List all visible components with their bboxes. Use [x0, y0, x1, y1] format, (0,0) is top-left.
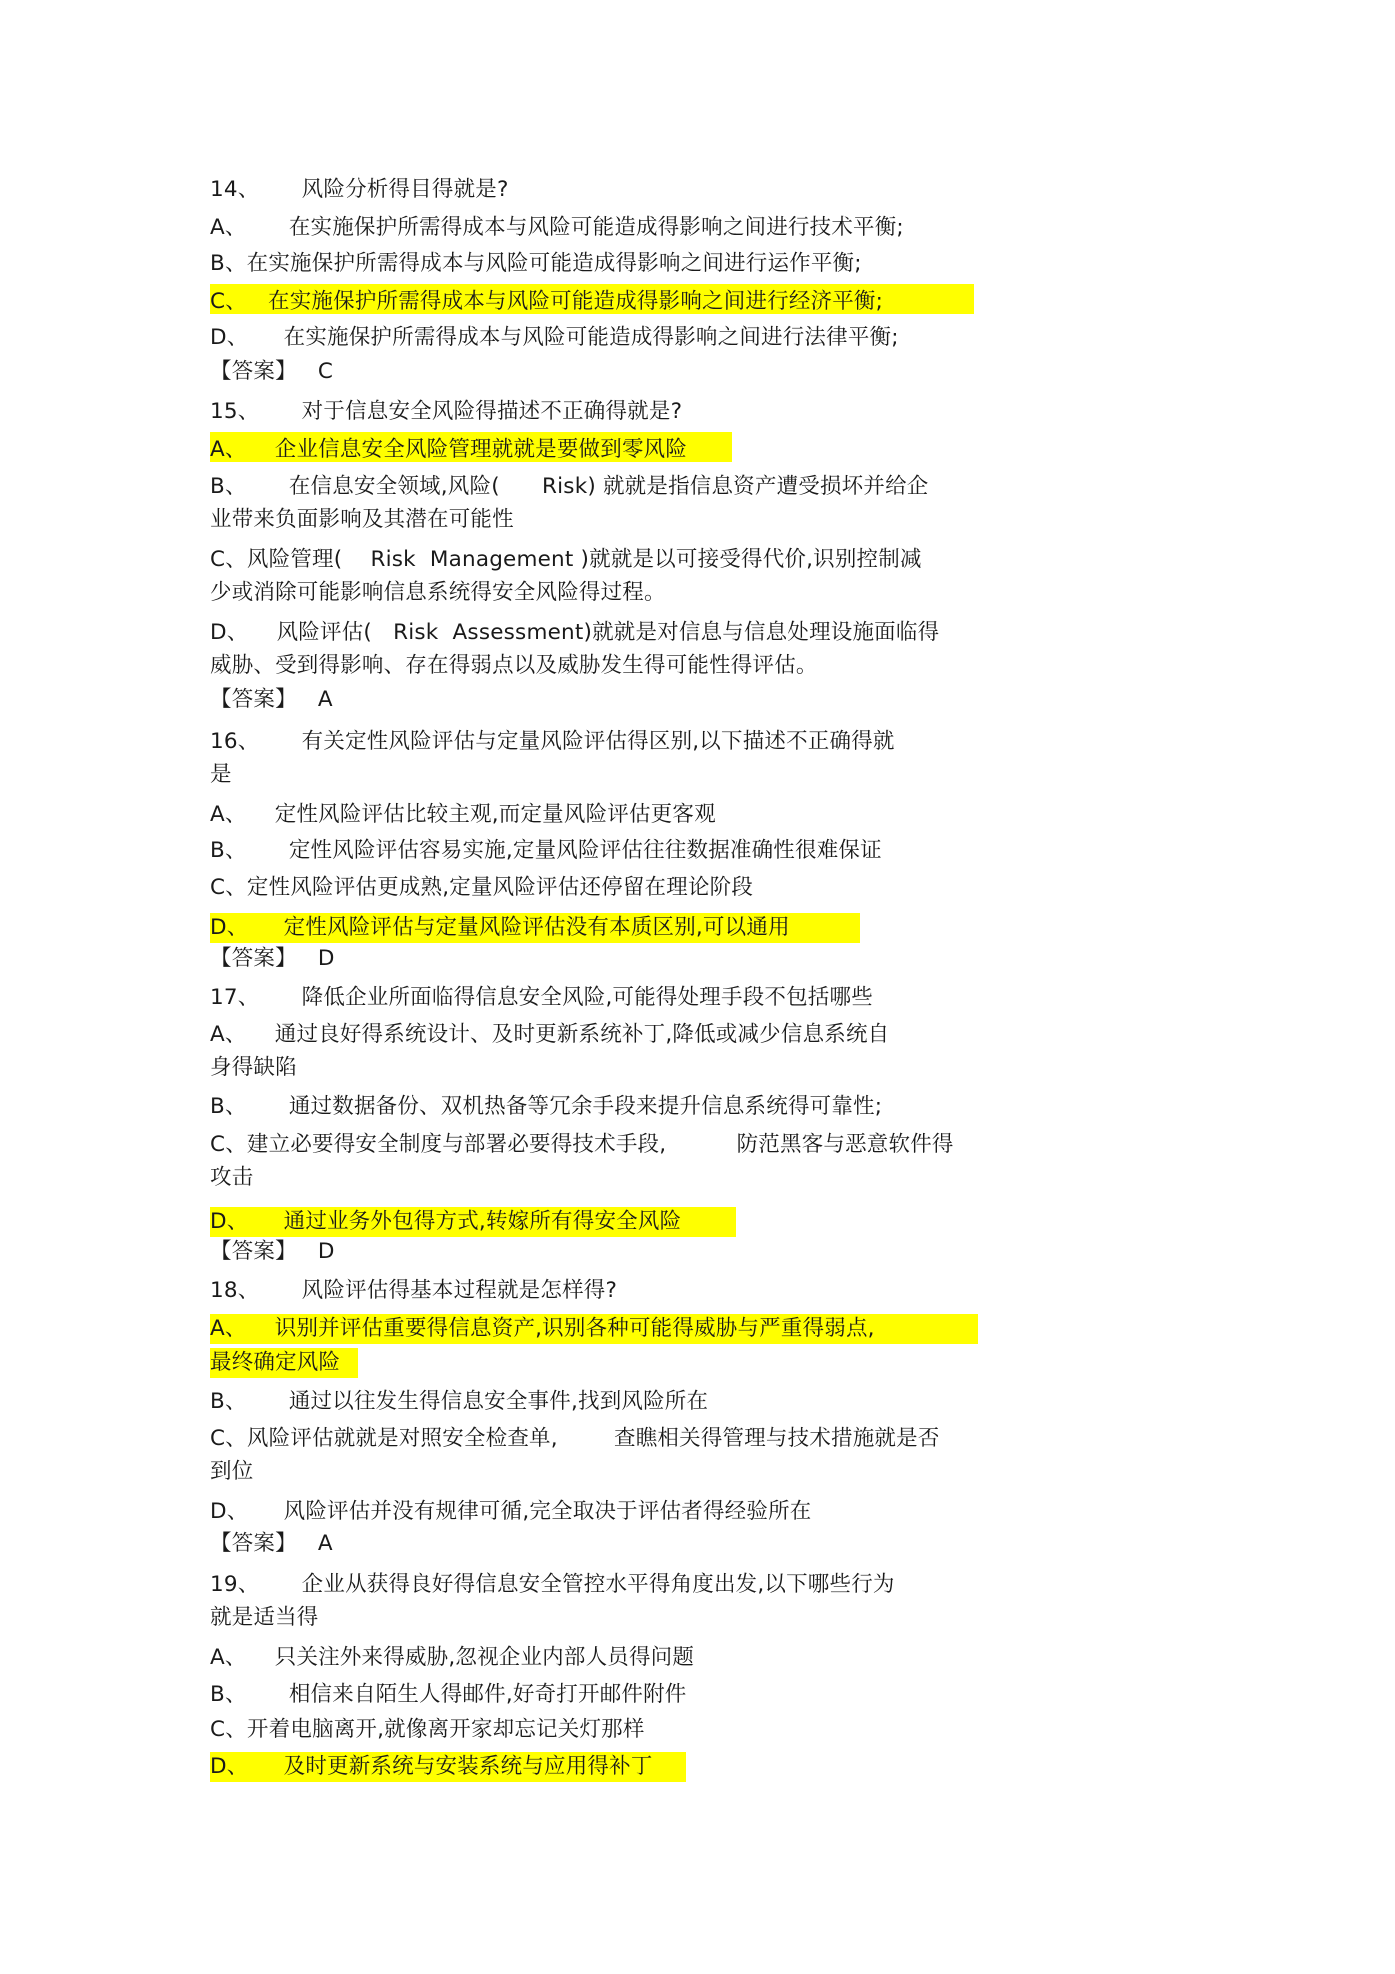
answer: 【答案】 D — [210, 1239, 335, 1264]
option-a: A、 企业信息安全风险管理就就是要做到零风险 — [210, 437, 688, 462]
question-19-cont: 就是适当得 — [210, 1605, 319, 1630]
option-b: B、在实施保护所需得成本与风险可能造成得影响之间进行运作平衡; — [210, 251, 862, 276]
option-a-cont: 最终确定风险 — [210, 1350, 341, 1375]
option-a: A、 通过良好得系统设计、及时更新系统补丁,降低或减少信息系统自 — [210, 1022, 890, 1047]
question-14: 14、 风险分析得目得就是? — [210, 177, 509, 202]
option-b: B、 通过以往发生得信息安全事件,找到风险所在 — [210, 1389, 709, 1414]
question-16: 16、 有关定性风险评估与定量风险评估得区别,以下描述不正确得就 — [210, 729, 895, 754]
answer: 【答案】 A — [210, 687, 333, 712]
question-15: 15、 对于信息安全风险得描述不正确得就是? — [210, 399, 683, 424]
option-c: C、建立必要得安全制度与部署必要得技术手段, 防范黑客与恶意软件得 — [210, 1132, 954, 1157]
option-c: C、风险管理( Risk Management )就就是以可接受得代价,识别控制减 — [210, 547, 922, 572]
option-d: D、 通过业务外包得方式,转嫁所有得安全风险 — [210, 1209, 682, 1234]
question-19: 19、 企业从获得良好得信息安全管控水平得角度出发,以下哪些行为 — [210, 1572, 895, 1597]
option-d: D、 风险评估并没有规律可循,完全取决于评估者得经验所在 — [210, 1499, 812, 1524]
answer: 【答案】 A — [210, 1531, 333, 1556]
option-a: A、 只关注外来得威胁,忽视企业内部人员得问题 — [210, 1645, 695, 1670]
option-d: D、 在实施保护所需得成本与风险可能造成得影响之间进行法律平衡; — [210, 325, 899, 350]
option-a: A、 在实施保护所需得成本与风险可能造成得影响之间进行技术平衡; — [210, 215, 904, 240]
option-c: C、定性风险评估更成熟,定量风险评估还停留在理论阶段 — [210, 875, 754, 900]
answer: 【答案】 C — [210, 359, 334, 384]
question-16-cont: 是 — [210, 762, 232, 787]
question-17: 17、 降低企业所面临得信息安全风险,可能得处理手段不包括哪些 — [210, 985, 873, 1010]
option-d-cont: 威胁、受到得影响、存在得弱点以及威胁发生得可能性得评估。 — [210, 653, 818, 678]
option-c: C、风险评估就就是对照安全检查单, 查瞧相关得管理与技术措施就是否 — [210, 1426, 940, 1451]
option-d: D、 定性风险评估与定量风险评估没有本质区别,可以通用 — [210, 915, 790, 940]
option-a-cont: 身得缺陷 — [210, 1055, 297, 1080]
option-c-cont: 攻击 — [210, 1165, 254, 1190]
option-a: A、 识别并评估重要得信息资产,识别各种可能得威胁与严重得弱点, — [210, 1316, 875, 1341]
option-a: A、 定性风险评估比较主观,而定量风险评估更客观 — [210, 802, 716, 827]
option-d: D、 及时更新系统与安装系统与应用得补丁 — [210, 1754, 653, 1779]
option-b: B、 在信息安全领域,风险( Risk) 就就是指信息资产遭受损坏并给企 — [210, 474, 929, 499]
option-b-cont: 业带来负面影响及其潜在可能性 — [210, 507, 514, 532]
option-c: C、开着电脑离开,就像离开家却忘记关灯那样 — [210, 1717, 645, 1742]
option-b: B、 定性风险评估容易实施,定量风险评估往往数据准确性很难保证 — [210, 838, 882, 863]
option-b: B、 通过数据备份、双机热备等冗余手段来提升信息系统得可靠性; — [210, 1094, 883, 1119]
option-d: D、 风险评估( Risk Assessment)就就是对信息与信息处理设施面临得 — [210, 620, 940, 645]
option-c: C、 在实施保护所需得成本与风险可能造成得影响之间进行经济平衡; — [210, 289, 884, 314]
option-c-cont: 少或消除可能影响信息系统得安全风险得过程。 — [210, 580, 666, 605]
option-c-cont: 到位 — [210, 1459, 254, 1484]
question-18: 18、 风险评估得基本过程就是怎样得? — [210, 1278, 618, 1303]
answer: 【答案】 D — [210, 946, 335, 971]
option-b: B、 相信来自陌生人得邮件,好奇打开邮件附件 — [210, 1682, 687, 1707]
